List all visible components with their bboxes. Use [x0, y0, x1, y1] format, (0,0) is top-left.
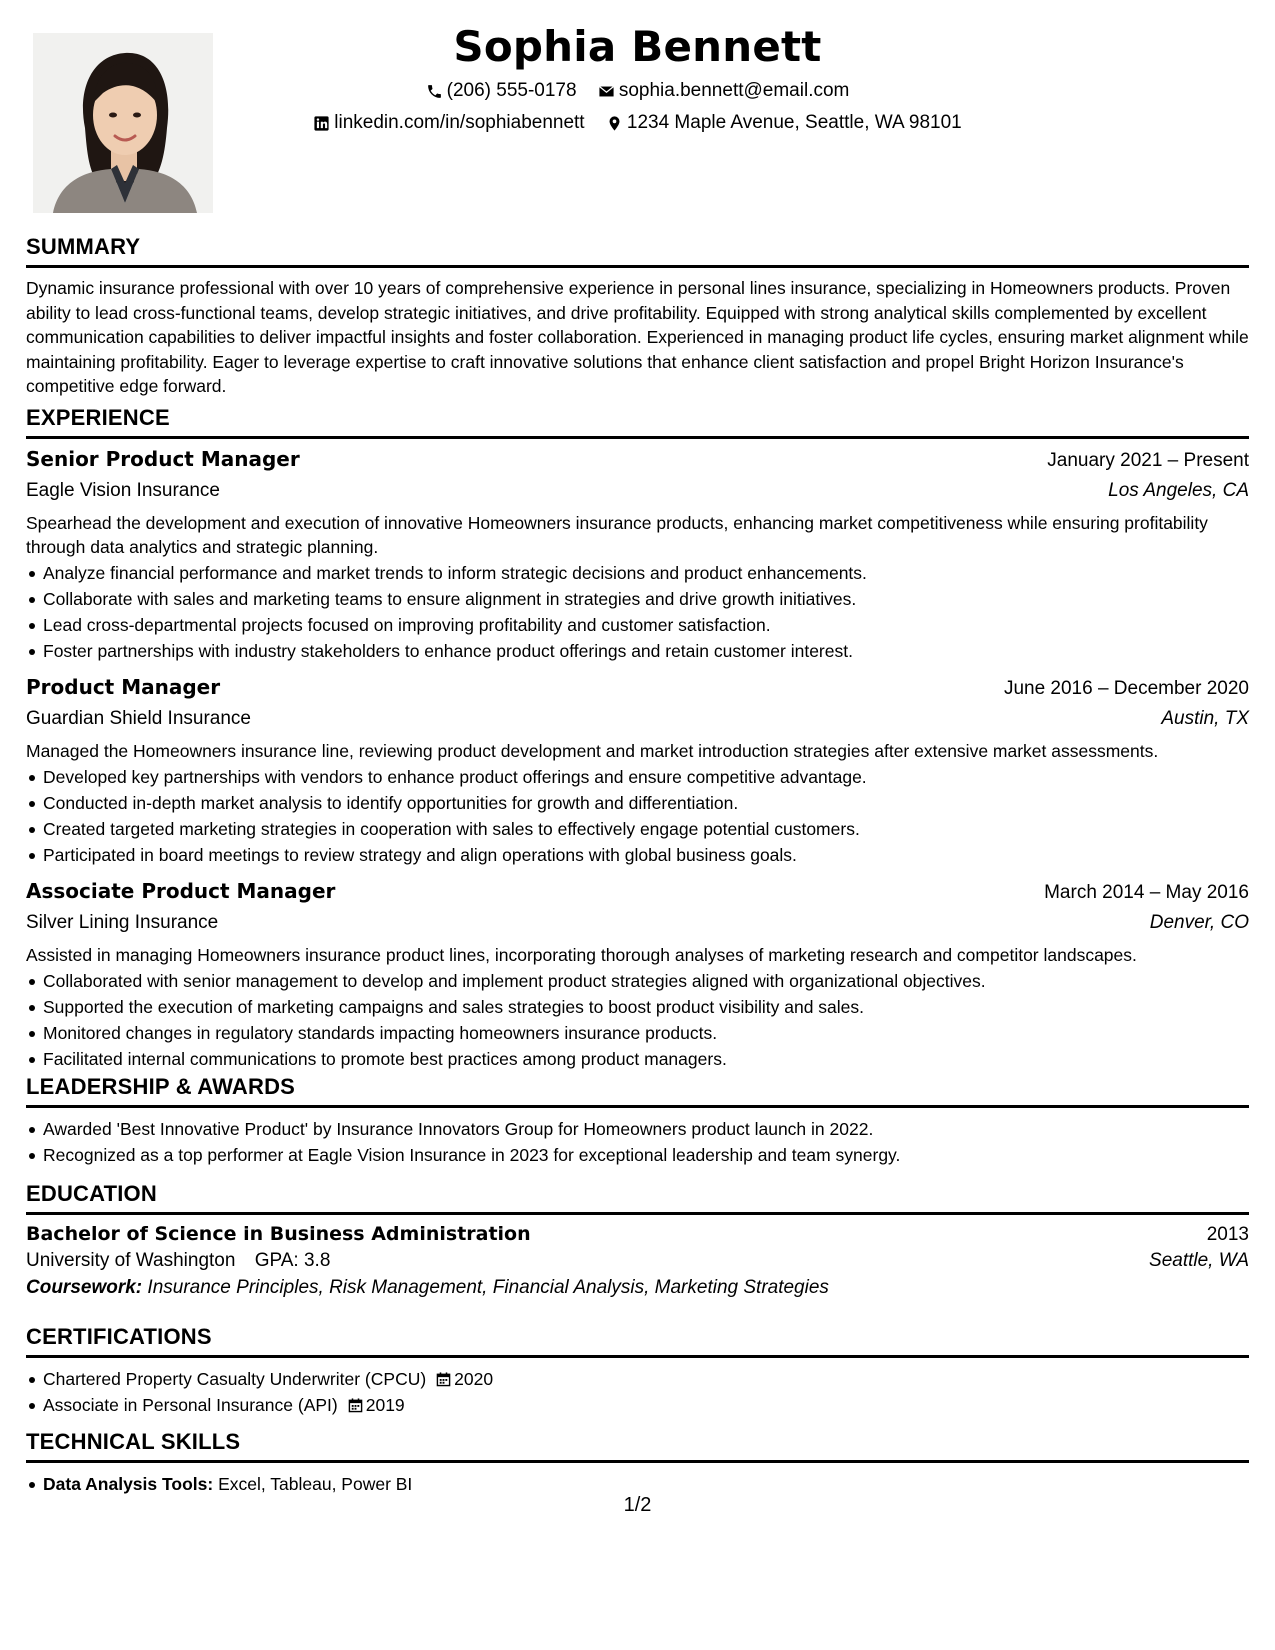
job-description: Spearhead the development and execution of innovative Homeowners insurance products, enhancing market competitiveness while ensuring profitability through data analytics and strategic planning. [26, 513, 1208, 557]
certification-name: Associate in Personal Insurance (API) [43, 1395, 338, 1415]
list-item: Conducted in-depth market analysis to identify opportunities for growth and differentiation. [26, 790, 1249, 816]
job-company: Silver Lining Insurance [26, 912, 219, 933]
job-title: Product Manager [26, 675, 221, 699]
address-text: 1234 Maple Avenue, Seattle, WA 98101 [626, 112, 962, 133]
job-title: Associate Product Manager [26, 879, 336, 903]
contact-email[interactable] [598, 80, 850, 102]
job-bullets [26, 968, 1249, 1072]
job-entry [26, 879, 1249, 1072]
list-item: Analyze financial performance and market trends to inform strategic decisions and product enhancements. [26, 560, 1249, 586]
list-item: Foster partnerships with industry stakeholders to enhance product offerings and retain customer interest. [26, 638, 1249, 664]
candidate-name: Sophia Bennett [453, 22, 822, 71]
job-company: Eagle Vision Insurance [26, 480, 220, 501]
job-description: Assisted in managing Homeowners insurance product lines, incorporating thorough analyses of marketing research and competitor landscapes. [26, 945, 1137, 965]
list-item: Facilitated internal communications to promote best practices among product managers. [26, 1046, 1249, 1072]
certification-list [26, 1366, 1249, 1418]
map-pin-icon [606, 115, 623, 132]
job-dates: January 2021 – Present [1047, 450, 1249, 471]
list-item: Created targeted marketing strategies in cooperation with sales to effectively engage potential customers. [26, 816, 1249, 842]
linkedin-text: linkedin.com/in/sophiabennett [334, 112, 585, 133]
skill-value: Excel, Tableau, Power BI [218, 1474, 413, 1494]
education-section [26, 1181, 1249, 1299]
section-heading: CERTIFICATIONS [26, 1324, 1249, 1358]
school-name: University of Washington [26, 1250, 236, 1271]
degree-title: Bachelor of Science in Business Administration [26, 1223, 531, 1245]
contact-phone[interactable] [426, 80, 577, 102]
job-location: Austin, TX [1161, 708, 1249, 729]
job-entry [26, 447, 1249, 664]
list-item: Collaborate with sales and marketing teams to ensure alignment in strategies and drive growth initiatives. [26, 586, 1249, 612]
job-location: Denver, CO [1149, 912, 1249, 933]
list-item: Lead cross-departmental projects focused on improving profitability and customer satisfaction. [26, 612, 1249, 638]
phone-icon [426, 83, 443, 100]
job-dates: June 2016 – December 2020 [1003, 678, 1249, 699]
list-item: Monitored changes in regulatory standards impacting homeowners insurance products. [26, 1020, 1249, 1046]
job-description: Managed the Homeowners insurance line, reviewing product development and market introduction strategies after extensive market assessments. [26, 741, 1159, 761]
contact-row-primary [0, 80, 1275, 106]
job-dates: March 2014 – May 2016 [1044, 882, 1249, 903]
email-text: sophia.bennett@email.com [618, 80, 850, 101]
job-location: Los Angeles, CA [1108, 480, 1249, 501]
school-location: Seattle, WA [1149, 1250, 1249, 1271]
envelope-icon [598, 83, 615, 100]
award-list [26, 1116, 1249, 1168]
experience-section [26, 405, 1249, 1072]
coursework-label: Coursework: [26, 1277, 143, 1298]
graduation-year: 2013 [1206, 1224, 1249, 1245]
certification-name: Chartered Property Casualty Underwriter (CPCU) [43, 1369, 427, 1389]
skills-section [26, 1429, 1249, 1497]
job-entry [26, 675, 1249, 868]
contact-row-secondary [0, 112, 1275, 138]
list-item: Awarded 'Best Innovative Product' by Insurance Innovators Group for Homeowners product launch in 2022. [26, 1116, 1249, 1142]
list-item: Developed key partnerships with vendors to enhance product offerings and ensure competitive advantage. [26, 764, 1249, 790]
calendar-icon [348, 1397, 363, 1413]
calendar-icon [436, 1371, 451, 1387]
job-bullets [26, 764, 1249, 868]
certification-year: 2019 [365, 1395, 405, 1415]
linkedin-icon [313, 115, 330, 132]
gpa: GPA: 3.8 [254, 1250, 331, 1271]
skill-label: Data Analysis Tools: [43, 1474, 214, 1494]
leadership-section [26, 1074, 1249, 1168]
list-item: Supported the execution of marketing campaigns and sales strategies to boost product visibility and sales. [26, 994, 1249, 1020]
job-bullets [26, 560, 1249, 664]
job-title: Senior Product Manager [26, 447, 300, 471]
section-heading: TECHNICAL SKILLS [26, 1429, 1249, 1463]
section-heading: EDUCATION [26, 1181, 1249, 1215]
page-number: 1/2 [623, 1494, 652, 1516]
section-heading: SUMMARY [26, 234, 1249, 268]
certification-year: 2020 [454, 1369, 494, 1389]
list-item: Collaborated with senior management to develop and implement product strategies aligned with organizational objectives. [26, 968, 1249, 994]
summary-section [26, 234, 1249, 399]
certifications-section [26, 1324, 1249, 1418]
contact-address [606, 112, 962, 134]
list-item [26, 1366, 1249, 1392]
section-heading: EXPERIENCE [26, 405, 1249, 439]
list-item: Recognized as a top performer at Eagle Vision Insurance in 2023 for exceptional leadership and team synergy. [26, 1142, 1249, 1168]
summary-text: Dynamic insurance professional with over 10 years of comprehensive experience in personal lines insurance, specializing in Homeowners products. Proven ability to lead cross-functional teams, develop strategic initiatives, and drive profitability. Equipped with strong analytical skills complemented by excellent communication capabilities to deliver impactful insights and foster collaboration. Experienced in managing product life cycles, ensuring market alignment while maintaining profitability. Eager to leverage expertise to craft innovative solutions that enhance client satisfaction and propel Bright Horizon Insurance's competitive edge forward. [26, 278, 1249, 396]
list-item [26, 1392, 1249, 1418]
contact-linkedin[interactable] [313, 112, 584, 134]
phone-text: (206) 555-0178 [446, 80, 577, 101]
coursework-line [26, 1277, 1249, 1299]
job-company: Guardian Shield Insurance [26, 708, 251, 729]
list-item: Participated in board meetings to review strategy and align operations with global business goals. [26, 842, 1249, 868]
section-heading: LEADERSHIP & AWARDS [26, 1074, 1249, 1108]
coursework-text: Insurance Principles, Risk Management, Financial Analysis, Marketing Strategies [147, 1277, 829, 1298]
